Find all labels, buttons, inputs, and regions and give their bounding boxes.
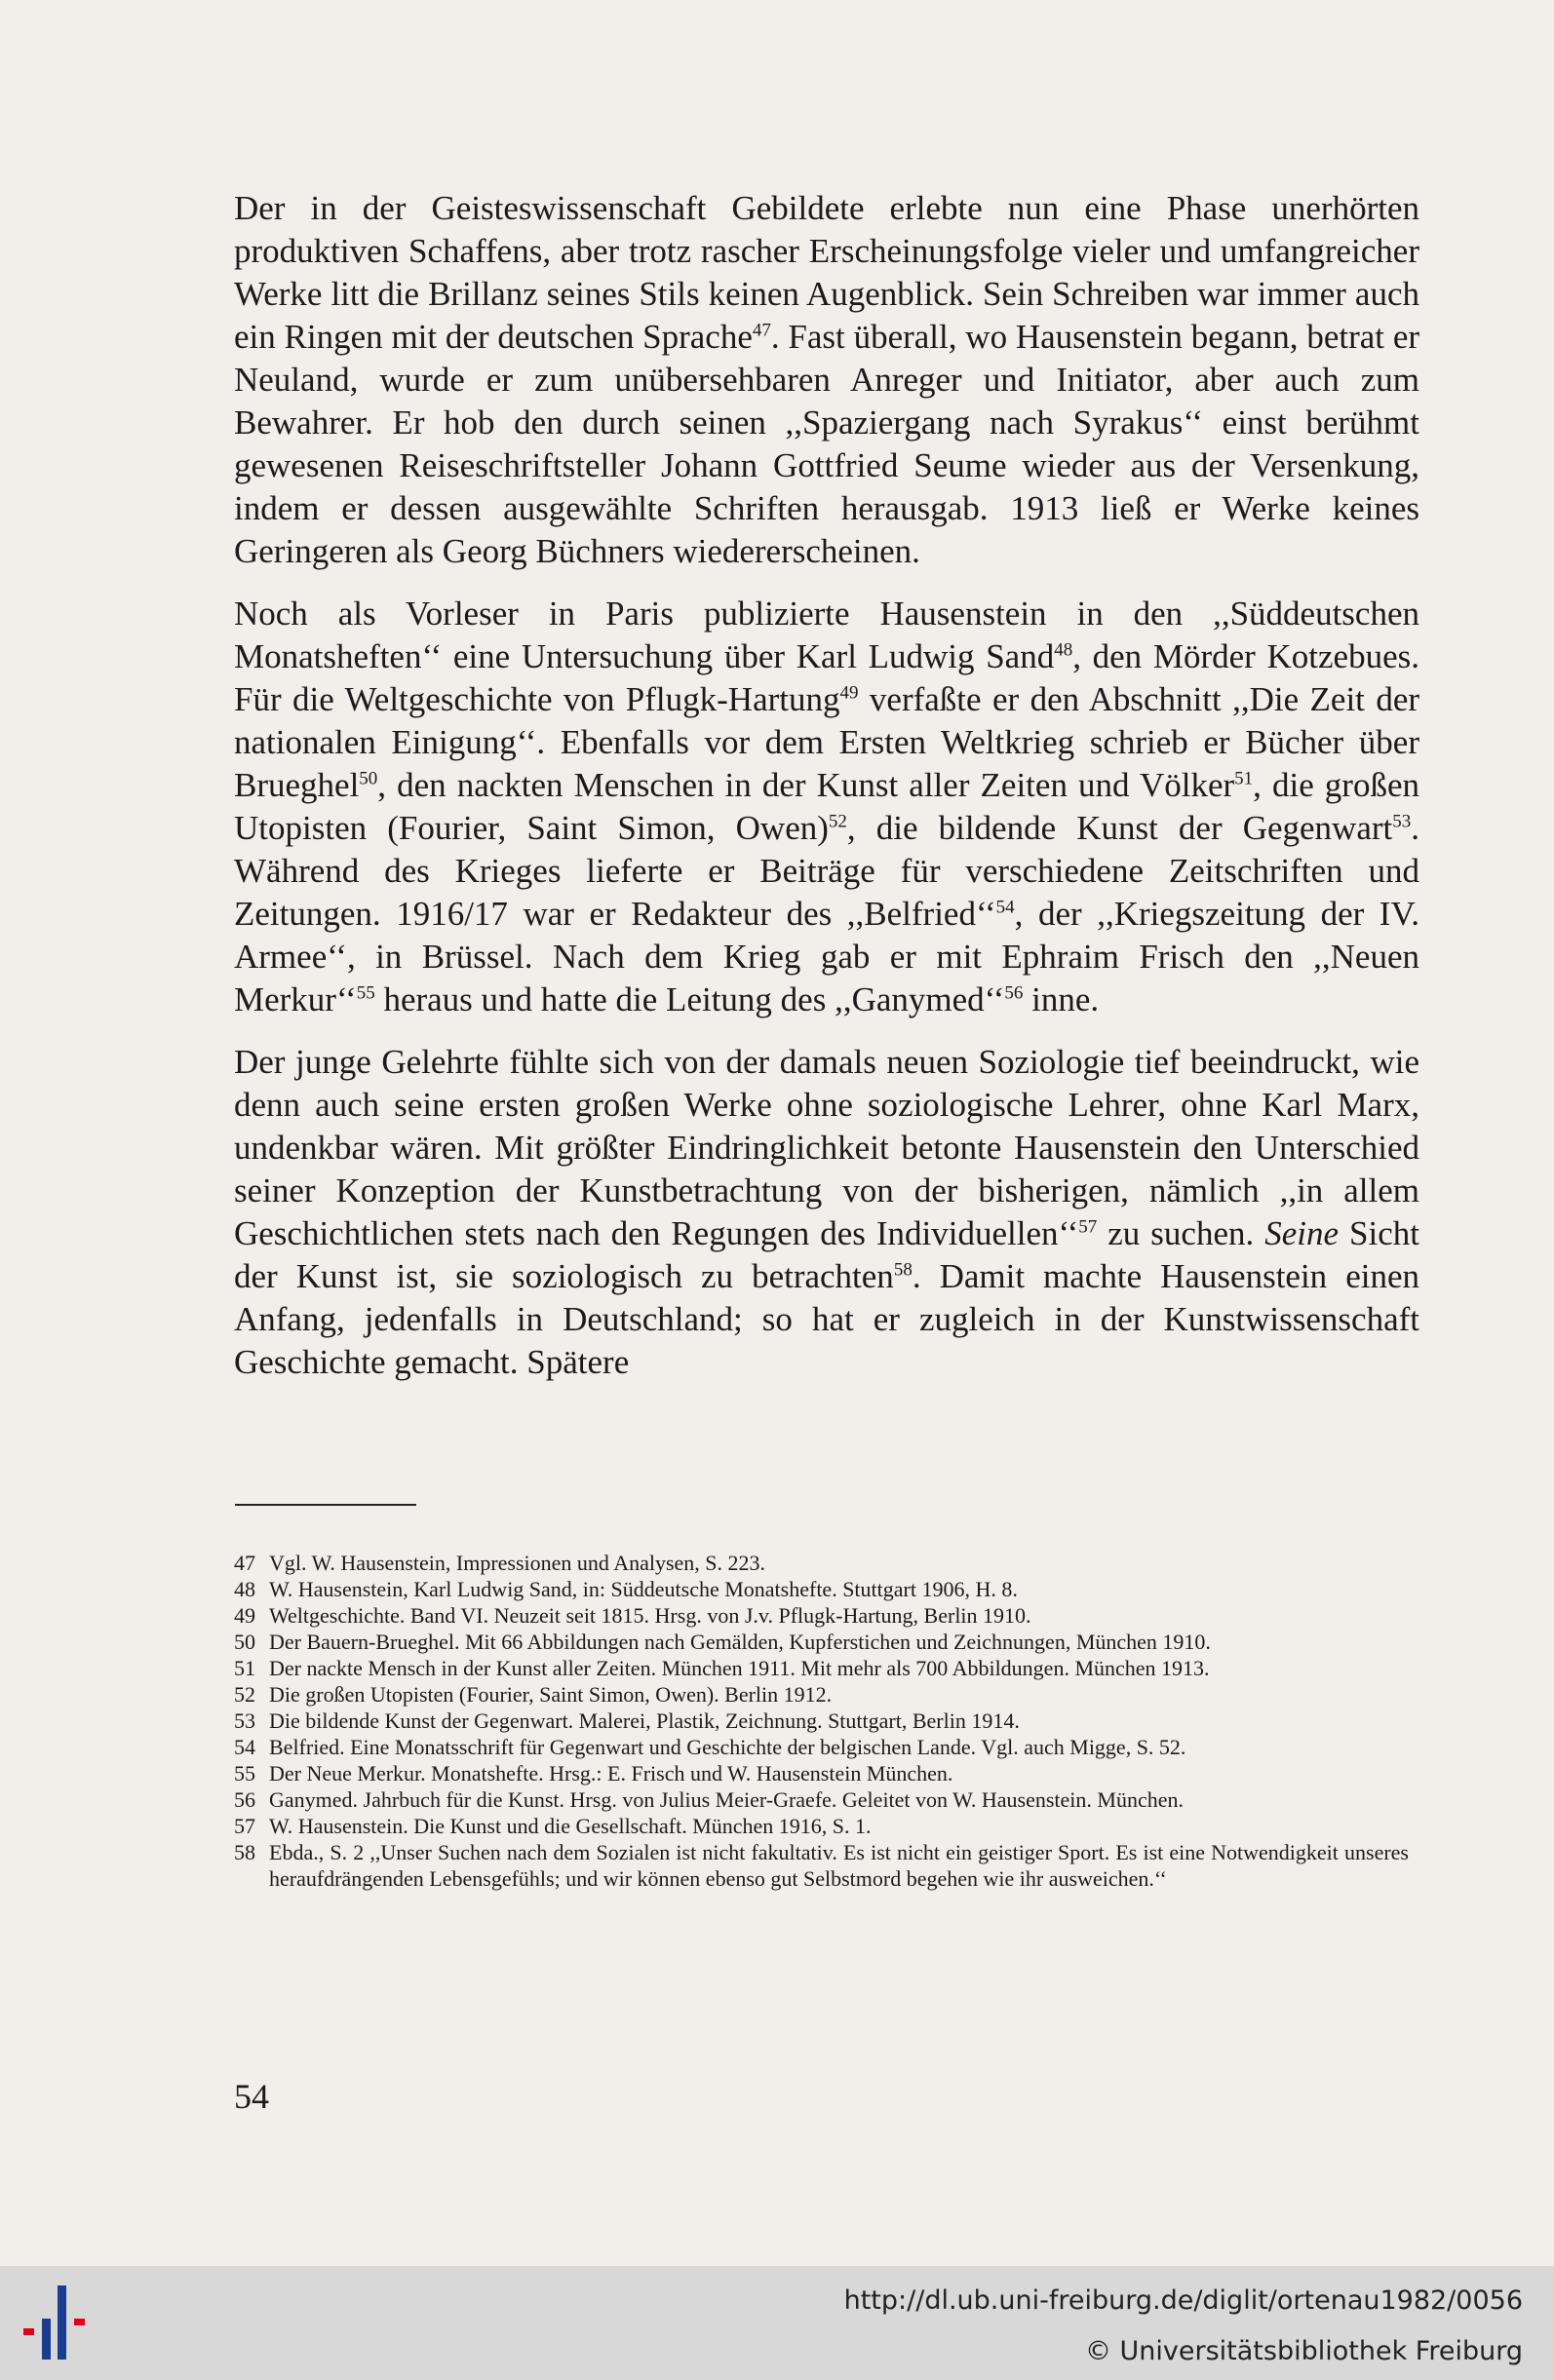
footnote: [234, 1813, 1409, 1839]
footnote-ref: 56: [1004, 982, 1024, 1004]
footnote-text: Weltgeschichte. Band VI. Neuzeit seit 1815. Hrsg. von J.v. Pflugk-Hartung, Berlin 1910.: [269, 1603, 1031, 1628]
emphasis-text: Seine: [1264, 1214, 1340, 1252]
footer-bar: [0, 2266, 1554, 2380]
logo-red-dash-left: [23, 2328, 34, 2335]
footnote-text: W. Hausenstein. Die Kunst und die Gesellschaft. München 1916, S. 1.: [269, 1814, 872, 1838]
text-run: verfaßte er den Abschnitt ,,Die Zeit der nationalen Einigung‘‘. Ebenfalls vor dem Ersten Weltkrieg schrieb er Bücher über Brueghel: [234, 680, 1420, 804]
logo-red-dash-right: [74, 2319, 85, 2325]
text-run: heraus und hatte die Leitung des ,,Ganymed‘‘: [374, 980, 1005, 1018]
footnote-text: Vgl. W. Hausenstein, Impressionen und Analysen, S. 223.: [269, 1551, 766, 1575]
footnote-number: 57: [234, 1814, 255, 1838]
footnote-number: 53: [234, 1708, 255, 1733]
footnote-number: 55: [234, 1761, 255, 1785]
text-run: , die großen Utopisten (Fourier, Saint Simon, Owen): [234, 766, 1420, 847]
footnote-ref: 48: [1054, 639, 1073, 661]
footnote: [234, 1681, 1409, 1708]
text-run: . Während des Krieges lieferte er Beiträge für verschiedene Zeitschriften und Zeitungen. 1916/17 war er Redakteur des ,,Belfried‘‘: [234, 809, 1419, 933]
footnote: [234, 1708, 1409, 1734]
logo-blue-bar-right: [58, 2285, 66, 2360]
footnote: [234, 1629, 1409, 1655]
footnote-ref: 52: [828, 811, 847, 832]
copyright-notice: © Universitätsbibliothek Freiburg: [1084, 2336, 1523, 2366]
footnote: [234, 1786, 1409, 1813]
text-run: , den Mörder Kotzebues. Für die Weltgeschichte von Pflugk-Hartung: [234, 637, 1419, 718]
text-run: . Damit machte Hausenstein einen Anfang, jedenfalls in Deutschland; so hat er zugleich in der Kunstwissenschaft Geschichte gemacht. Spätere: [234, 1257, 1419, 1381]
source-url-link[interactable]: http://dl.ub.uni-freiburg.de/diglit/ortenau1982/0056: [843, 2285, 1523, 2316]
footnote: [234, 1734, 1409, 1760]
footnote: [234, 1576, 1409, 1602]
text-run: , die bildende Kunst der Gegenwart: [846, 809, 1393, 847]
footnote: [234, 1760, 1409, 1786]
paragraph: [234, 593, 1419, 1021]
text-run: Der in der Geisteswissenschaft Gebildete erlebte nun eine Phase unerhörten produktiven Schaffens, aber trotz rascher Erscheinungsfolge vieler und umfangreicher Werke litt die Brillanz seines Stils keinen Augenblick. Sein Schreiben war immer auch ein Ringen mit der deutschen Sprache: [234, 189, 1419, 356]
text-run: Noch als Vorleser in Paris publizierte Hausenstein in den ,,Süddeutschen Monatsheften‘‘ eine Untersuchung über Karl Ludwig Sand: [234, 595, 1419, 675]
footnote-number: 56: [234, 1787, 255, 1812]
ub-freiburg-logo-icon[interactable]: [21, 2284, 99, 2361]
footnote-text: Die bildende Kunst der Gegenwart. Malerei, Plastik, Zeichnung. Stuttgart, Berlin 1914.: [269, 1708, 1020, 1733]
footnote-text: Der Bauern-Brueghel. Mit 66 Abbildungen nach Gemälden, Kupferstichen und Zeichnungen, München 1910.: [269, 1630, 1211, 1654]
footnote-number: 52: [234, 1682, 255, 1707]
footnotes: [234, 1550, 1409, 1892]
footnote-ref: 47: [752, 320, 771, 341]
paragraph: [234, 1041, 1419, 1384]
footnote: [234, 1602, 1409, 1629]
footnote: [234, 1655, 1409, 1681]
footnote-number: 51: [234, 1656, 255, 1680]
body-text: [234, 187, 1419, 1384]
footnote-number: 49: [234, 1603, 255, 1628]
paragraph: [234, 187, 1419, 573]
footnote-number: 58: [234, 1840, 255, 1864]
footnote-number: 48: [234, 1577, 255, 1601]
footnote-text: W. Hausenstein, Karl Ludwig Sand, in: Süddeutsche Monatshefte. Stuttgart 1906, H. 8.: [269, 1577, 1018, 1601]
footnote-ref: 53: [1392, 811, 1412, 832]
footnote-ref: 50: [359, 768, 378, 789]
footnote-ref: 57: [1078, 1216, 1098, 1238]
text-run: Der junge Gelehrte fühlte sich von der damals neuen Soziologie tief beeindruckt, wie denn auch seine ersten großen Werke ohne soziologische Lehrer, ohne Karl Marx, undenkbar wären. Mit größter Eindringlichkeit betonte Hausenstein den Unterschied seiner Konzeption der Kunstbetrachtung von der bisherigen, nämlich ,,in allem Geschichtlichen stets nach den Regungen des Individuellen‘‘: [234, 1043, 1419, 1252]
footnote-ref: 55: [356, 982, 375, 1004]
text-run: Sicht der Kunst ist, sie soziologisch zu betrachten: [234, 1214, 1420, 1295]
footnote-number: 50: [234, 1630, 255, 1654]
footnote: [234, 1839, 1409, 1892]
footnote-ref: 54: [995, 897, 1015, 918]
footnote-separator: [235, 1504, 416, 1506]
text-run: , der ,,Kriegszeitung der IV. Armee‘‘, in Brüssel. Nach dem Krieg gab er mit Ephraim Frisch den ,,Neuen Merkur‘‘: [234, 895, 1419, 1018]
footnote-text: Die großen Utopisten (Fourier, Saint Simon, Owen). Berlin 1912.: [269, 1682, 833, 1707]
footnote-text: Belfried. Eine Monatsschrift für Gegenwart und Geschichte der belgischen Lande. Vgl. auch Migge, S. 52.: [269, 1735, 1186, 1759]
footnote-ref: 58: [893, 1259, 913, 1281]
text-run: zu suchen.: [1097, 1214, 1265, 1252]
footnote-text: Der nackte Mensch in der Kunst aller Zeiten. München 1911. Mit mehr als 700 Abbildungen. München 1913.: [269, 1656, 1210, 1680]
text-run: . Fast überall, wo Hausenstein begann, betrat er Neuland, wurde er zum unübersehbaren Anreger und Initiator, aber auch zum Bewahrer. Er hob den durch seinen ,,Spaziergang nach Syrakus‘‘ einst berühmt gewesenen Reiseschriftsteller Johann Gottfried Seume wieder aus der Versenkung, indem er dessen ausgewählte Schriften herausgab. 1913 ließ er Werke keines Geringeren als Georg Büchners wiedererscheinen.: [234, 318, 1420, 570]
footnote-ref: 49: [839, 682, 859, 704]
text-run: , den nackten Menschen in der Kunst aller Zeiten und Völker: [377, 766, 1235, 804]
footnote: [234, 1550, 1409, 1576]
logo-blue-bar-left: [42, 2319, 51, 2360]
footnote-text: Ganymed. Jahrbuch für die Kunst. Hrsg. von Julius Meier-Graefe. Geleitet von W. Hausenstein. München.: [269, 1787, 1185, 1812]
footnote-text: Der Neue Merkur. Monatshefte. Hrsg.: E. Frisch und W. Hausenstein München.: [269, 1761, 953, 1785]
text-run: inne.: [1023, 980, 1100, 1018]
footnote-ref: 51: [1234, 768, 1254, 789]
page-number: 54: [234, 2077, 269, 2116]
footnote-number: 54: [234, 1735, 255, 1759]
footnote-text: Ebda., S. 2 ,,Unser Suchen nach dem Sozialen ist nicht fakultativ. Es ist nicht ein geistiger Sport. Es ist eine Notwendigkeit unseres heraufdrängenden Lebensgefühls; und wir können ebenso gut Selbstmord begehen wie ihr ausweichen.‘‘: [269, 1840, 1409, 1891]
footnote-number: 47: [234, 1551, 255, 1575]
